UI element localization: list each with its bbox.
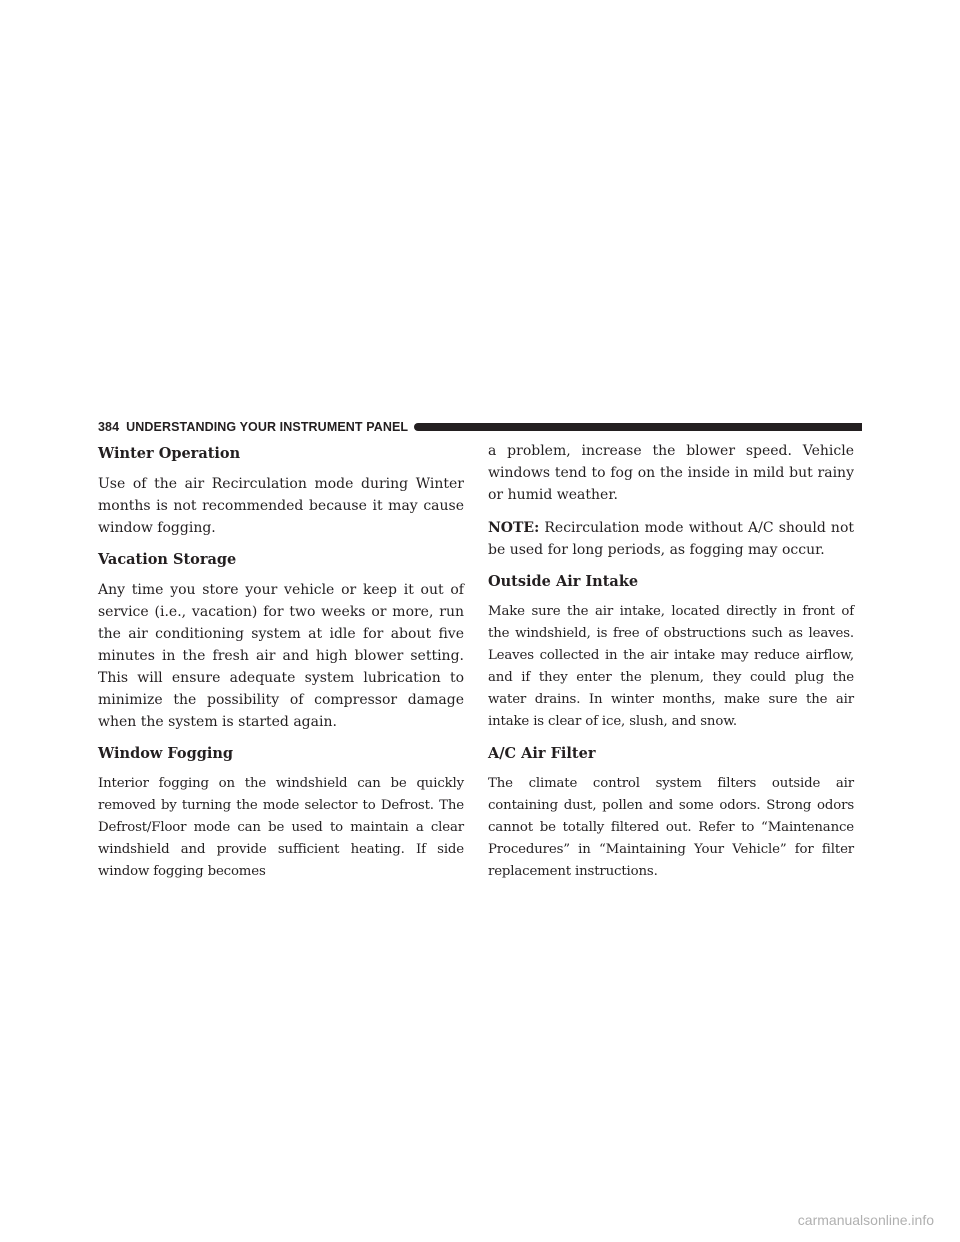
left-column [98, 440, 464, 894]
window-fogging-heading: Window Fogging [98, 745, 234, 762]
header-rule [414, 423, 862, 431]
outside-air-intake-text: Make sure the air intake, located directly in front of the windshield, is free of obstructions such as leaves. Leaves collected in the air intake may reduce airflow, and if they enter the plenum, they could plug the water drains. In winter months, make sure the air intake is clear of ice, slush, and snow. [488, 604, 854, 729]
watermark: carmanualsonline.info [797, 1212, 934, 1228]
right-column [488, 440, 854, 894]
window-fogging-continued: a problem, increase the blower speed. Vehicle windows tend to fog on the inside in mild but rainy or humid weather. [488, 443, 854, 503]
note-paragraph [488, 517, 854, 561]
outside-air-intake-heading: Outside Air Intake [488, 573, 639, 590]
vacation-storage-heading: Vacation Storage [98, 551, 237, 568]
ac-air-filter-text: The climate control system filters outside air containing dust, pollen and some odors. Strong odors cannot be totally filtered out. Refer to “Maintenance Procedures” in “Maintaining Your Vehicle” for filter replacement instructions. [488, 776, 854, 879]
note-text: Recirculation mode without A/C should not be used for long periods, as fogging may occur. [488, 520, 854, 558]
winter-operation-text: Use of the air Recirculation mode during Winter months is not recommended because it may cause window fogging. [98, 476, 464, 536]
window-fogging-text: Interior fogging on the windshield can be quickly removed by turning the mode selector to Defrost. The Defrost/Floor mode can be used to maintain a clear windshield and provide sufficient heating. If side window fogging becomes [98, 776, 464, 879]
winter-operation-heading: Winter Operation [98, 445, 241, 462]
header-page-number: 384 [98, 420, 120, 434]
header-section-title: UNDERSTANDING YOUR INSTRUMENT PANEL [126, 420, 409, 434]
ac-air-filter-heading: A/C Air Filter [488, 745, 596, 762]
page-header [98, 418, 862, 436]
vacation-storage-text: Any time you store your vehicle or keep it out of service (i.e., vacation) for two weeks or more, run the air conditioning system at idle for about five minutes in the fresh air and high blower setting. This will ensure adequate system lubrication to minimize the possibility of compressor damage when the system is started again. [98, 582, 464, 730]
note-label: NOTE: [488, 520, 540, 536]
